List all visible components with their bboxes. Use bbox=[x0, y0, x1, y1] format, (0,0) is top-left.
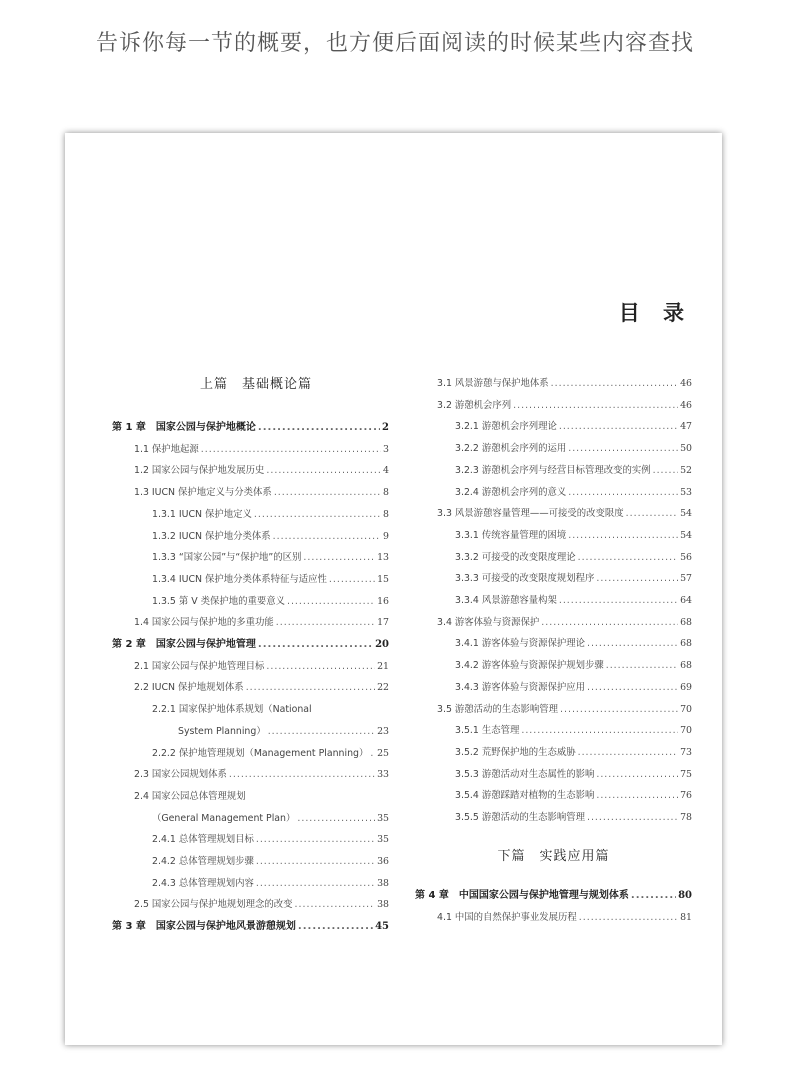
toc-entry-label: 3.3 风景游憩容量管理——可接受的改变限度 bbox=[437, 508, 624, 520]
toc-entry-label: 3.2.2 游憩机会序列的运用 bbox=[455, 443, 567, 455]
toc-entry-label: 第 1 章 国家公园与保护地概论 bbox=[112, 422, 256, 433]
dot-leader bbox=[201, 439, 381, 461]
toc-entry bbox=[415, 742, 692, 764]
toc-entry-label: 1.3.5 第 V 类保护地的重要意义 bbox=[152, 595, 285, 607]
toc-entry-label: 1.2 国家公园与保护地发展历史 bbox=[134, 465, 265, 477]
toc-entry-label: 3.3.1 传统容量管理的困境 bbox=[455, 529, 567, 541]
toc-entry-page: 80 bbox=[678, 890, 692, 901]
toc-entry-label: 第 4 章 中国国家公园与保护地管理与规划体系 bbox=[415, 890, 629, 901]
toc-entry-label: 3.5.4 游憩踩踏对植物的生态影响 bbox=[455, 790, 595, 802]
toc-entry bbox=[112, 894, 389, 916]
toc-entry-page: 75 bbox=[680, 768, 692, 780]
dot-leader bbox=[587, 807, 678, 829]
dot-leader bbox=[268, 721, 375, 743]
toc-entry bbox=[415, 655, 692, 677]
toc-entry-page: 8 bbox=[383, 487, 389, 499]
toc-right-column bbox=[415, 373, 692, 829]
dot-leader bbox=[229, 764, 375, 786]
dot-leader bbox=[653, 460, 678, 482]
toc-entry-label: 2.4.1 总体管理规划目标 bbox=[152, 834, 254, 846]
dot-leader bbox=[596, 764, 678, 786]
toc-entry-page: 68 bbox=[680, 660, 692, 672]
dot-leader bbox=[256, 829, 375, 851]
toc-left-column bbox=[112, 417, 389, 938]
dot-leader bbox=[631, 885, 676, 907]
dot-leader bbox=[579, 907, 678, 929]
toc-entry-page: 53 bbox=[680, 486, 692, 498]
toc-entry bbox=[112, 786, 389, 808]
toc-entry-page: 38 bbox=[377, 899, 389, 911]
toc-entry-page: 70 bbox=[680, 725, 692, 737]
toc-entry-page: 9 bbox=[383, 530, 389, 542]
toc-entry-page: 36 bbox=[377, 856, 389, 868]
toc-entry bbox=[112, 808, 389, 830]
book-page bbox=[65, 133, 722, 1045]
toc-entry-label: 1.1 保护地起源 bbox=[134, 443, 199, 455]
page-caption: 告诉你每一节的概要，也方便后面阅读的时候某些内容查找 bbox=[95, 31, 694, 56]
toc-entry bbox=[415, 677, 692, 699]
dot-leader bbox=[596, 568, 678, 590]
dot-leader bbox=[273, 526, 381, 548]
dot-leader bbox=[258, 417, 380, 439]
part2-title: 下篇 实践应用篇 bbox=[497, 849, 610, 864]
toc-entry bbox=[415, 633, 692, 655]
toc-entry-label: 1.3.4 IUCN 保护地分类体系特征与适应性 bbox=[152, 573, 327, 585]
dot-leader bbox=[256, 851, 375, 873]
dot-leader bbox=[295, 894, 376, 916]
toc-entry bbox=[415, 525, 692, 547]
toc-entry bbox=[415, 482, 692, 504]
toc-entry bbox=[112, 721, 389, 743]
part1-title: 上篇 基础概论篇 bbox=[200, 377, 313, 392]
toc-right-column-part2 bbox=[415, 885, 692, 928]
toc-entry-label: 3.3.4 风景游憩容量构架 bbox=[455, 595, 557, 607]
toc-entry-page: 76 bbox=[680, 790, 692, 802]
toc-entry-page: 68 bbox=[680, 616, 692, 628]
toc-entry-label: 1.4 国家公园与保护地的多重功能 bbox=[134, 617, 274, 629]
dot-leader bbox=[587, 677, 678, 699]
toc-chapter-entry bbox=[112, 634, 389, 656]
dot-leader bbox=[370, 743, 375, 765]
toc-entry bbox=[112, 439, 389, 461]
dot-leader bbox=[559, 416, 678, 438]
dot-leader bbox=[298, 916, 373, 938]
dot-leader bbox=[266, 460, 381, 482]
toc-entry bbox=[415, 503, 692, 525]
dot-leader bbox=[246, 677, 375, 699]
dot-leader bbox=[329, 569, 375, 591]
toc-entry-page: 13 bbox=[377, 552, 389, 564]
toc-entry-page: 8 bbox=[383, 508, 389, 520]
dot-leader bbox=[568, 438, 678, 460]
toc-entry-page: 57 bbox=[680, 573, 692, 585]
toc-entry-page: 25 bbox=[377, 747, 389, 759]
toc-entry-label: 3.5.1 生态管理 bbox=[455, 725, 520, 737]
toc-entry-label: 3.2 游憩机会序列 bbox=[437, 399, 512, 411]
dot-leader bbox=[541, 612, 678, 634]
toc-entry-label: 1.3 IUCN 保护地定义与分类体系 bbox=[134, 487, 272, 499]
toc-entry bbox=[112, 699, 389, 721]
toc-chapter-entry bbox=[415, 885, 692, 907]
toc-entry bbox=[415, 373, 692, 395]
dot-leader bbox=[578, 547, 678, 569]
toc-entry-label: 3.4.1 游客体验与资源保护理论 bbox=[455, 638, 585, 650]
toc-entry-page: 22 bbox=[377, 682, 389, 694]
toc-entry-label: 3.4 游客体验与资源保护 bbox=[437, 616, 540, 628]
toc-chapter-entry bbox=[112, 916, 389, 938]
toc-entry bbox=[112, 656, 389, 678]
toc-entry-page: 70 bbox=[680, 703, 692, 715]
toc-entry-label: 2.1 国家公园与保护地管理目标 bbox=[134, 660, 265, 672]
dot-leader bbox=[560, 699, 678, 721]
toc-entry-page: 68 bbox=[680, 638, 692, 650]
dot-leader bbox=[256, 873, 375, 895]
toc-entry-label: 2.3 国家公园规划体系 bbox=[134, 769, 227, 781]
toc-entry-label: 3.3.2 可接受的改变限度理论 bbox=[455, 551, 576, 563]
toc-entry-label: 3.4.3 游客体验与资源保护应用 bbox=[455, 681, 585, 693]
dot-leader bbox=[568, 525, 678, 547]
dot-leader bbox=[606, 655, 678, 677]
toc-entry bbox=[112, 612, 389, 634]
toc-entry-label: 3.2.1 游憩机会序列理论 bbox=[455, 421, 557, 433]
toc-entry-label: 3.2.3 游憩机会序列与经营目标管理改变的实例 bbox=[455, 464, 651, 476]
toc-entry-page: 16 bbox=[377, 595, 389, 607]
toc-entry bbox=[112, 504, 389, 526]
toc-entry bbox=[415, 807, 692, 829]
toc-entry-page: 54 bbox=[680, 508, 692, 520]
dot-leader bbox=[258, 634, 373, 656]
toc-entry bbox=[415, 416, 692, 438]
toc-entry-page: 17 bbox=[377, 617, 389, 629]
dot-leader bbox=[521, 720, 678, 742]
toc-entry-page: 69 bbox=[680, 681, 692, 693]
dot-leader bbox=[266, 656, 375, 678]
toc-entry-page: 15 bbox=[377, 573, 389, 585]
dot-leader bbox=[578, 742, 678, 764]
toc-entry-label: 3.5.3 游憩活动对生态属性的影响 bbox=[455, 768, 595, 780]
toc-entry-page: 46 bbox=[680, 399, 692, 411]
toc-entry-label: 3.1 风景游憩与保护地体系 bbox=[437, 378, 549, 389]
toc-title: 目 录 bbox=[618, 301, 692, 325]
toc-entry bbox=[415, 612, 692, 634]
toc-entry bbox=[112, 743, 389, 765]
toc-entry-page: 64 bbox=[680, 595, 692, 607]
toc-entry-label: 3.5.2 荒野保护地的生态威胁 bbox=[455, 746, 576, 758]
toc-entry-page: 73 bbox=[680, 746, 692, 758]
toc-entry bbox=[112, 526, 389, 548]
toc-entry-label: 3.2.4 游憩机会序列的意义 bbox=[455, 486, 567, 498]
dot-leader bbox=[303, 547, 375, 569]
dot-leader bbox=[513, 395, 678, 417]
toc-entry-label: 第 2 章 国家公园与保护地管理 bbox=[112, 639, 256, 651]
toc-entry bbox=[415, 764, 692, 786]
toc-entry bbox=[415, 590, 692, 612]
toc-entry bbox=[415, 438, 692, 460]
dot-leader bbox=[626, 503, 678, 525]
toc-entry bbox=[415, 568, 692, 590]
toc-entry-label: 2.4.3 总体管理规划内容 bbox=[152, 877, 254, 889]
toc-entry bbox=[112, 547, 389, 569]
toc-entry-page: 3 bbox=[383, 443, 389, 455]
toc-entry-label: 1.3.3 “国家公园”与“保护地”的区别 bbox=[152, 552, 302, 564]
toc-entry bbox=[112, 829, 389, 851]
dot-leader bbox=[596, 785, 678, 807]
toc-entry bbox=[112, 591, 389, 613]
toc-entry-page: 4 bbox=[383, 465, 389, 477]
toc-entry bbox=[112, 460, 389, 482]
toc-entry-page: 23 bbox=[377, 725, 389, 737]
toc-entry bbox=[415, 907, 692, 929]
toc-entry-label: 第 3 章 国家公园与保护地风景游憩规划 bbox=[112, 921, 296, 933]
toc-entry-label: 1.3.1 IUCN 保护地定义 bbox=[152, 508, 252, 520]
toc-entry-page: 56 bbox=[680, 551, 692, 563]
toc-entry-label: 3.3.3 可接受的改变限度规划程序 bbox=[455, 573, 595, 585]
toc-entry-label: 4.1 中国的自然保护事业发展历程 bbox=[437, 911, 577, 923]
toc-entry bbox=[112, 851, 389, 873]
toc-entry-page: 45 bbox=[375, 921, 389, 933]
toc-entry-label: 2.4.2 总体管理规划步骤 bbox=[152, 856, 254, 868]
toc-entry-page: 54 bbox=[680, 529, 692, 541]
toc-entry bbox=[112, 873, 389, 895]
dot-leader bbox=[587, 633, 678, 655]
toc-entry-page: 33 bbox=[377, 769, 389, 781]
dot-leader bbox=[274, 482, 381, 504]
toc-entry bbox=[112, 764, 389, 786]
dot-leader bbox=[559, 590, 678, 612]
dot-leader bbox=[276, 612, 375, 634]
dot-leader bbox=[287, 591, 375, 613]
toc-entry-page: 52 bbox=[680, 464, 692, 476]
toc-chapter-entry bbox=[112, 417, 389, 439]
toc-entry bbox=[415, 547, 692, 569]
dot-leader bbox=[254, 504, 381, 526]
dot-leader bbox=[297, 808, 375, 830]
toc-entry bbox=[415, 720, 692, 742]
toc-entry-label: 2.2 IUCN 保护地规划体系 bbox=[134, 682, 244, 694]
toc-entry-page: 2 bbox=[382, 422, 389, 433]
toc-entry-page: 81 bbox=[680, 911, 692, 923]
toc-entry-label: 1.3.2 IUCN 保护地分类体系 bbox=[152, 530, 271, 542]
toc-entry-page: 35 bbox=[377, 834, 389, 846]
toc-entry-page: 35 bbox=[377, 812, 389, 824]
toc-entry bbox=[112, 569, 389, 591]
toc-entry-page: 47 bbox=[680, 421, 692, 433]
toc-entry-page: 21 bbox=[377, 660, 389, 672]
toc-entry bbox=[415, 785, 692, 807]
toc-entry bbox=[415, 699, 692, 721]
toc-entry-label: System Planning） bbox=[178, 725, 266, 737]
toc-entry-label: 2.4 国家公园总体管理规划 bbox=[134, 790, 246, 802]
toc-entry bbox=[415, 460, 692, 482]
toc-entry-page: 38 bbox=[377, 877, 389, 889]
toc-entry-label: 2.2.2 保护地管理规划（Management Planning） bbox=[152, 747, 369, 759]
toc-entry bbox=[112, 677, 389, 699]
toc-entry-label: 3.5 游憩活动的生态影响管理 bbox=[437, 703, 559, 715]
dot-leader bbox=[551, 373, 678, 395]
toc-entry-page: 46 bbox=[680, 378, 692, 389]
toc-entry-label: （General Management Plan） bbox=[152, 812, 296, 824]
toc-entry-page: 78 bbox=[680, 812, 692, 824]
toc-entry-page: 50 bbox=[680, 443, 692, 455]
toc-entry-label: 3.4.2 游客体验与资源保护规划步骤 bbox=[455, 660, 604, 672]
toc-entry bbox=[415, 395, 692, 417]
toc-entry bbox=[112, 482, 389, 504]
toc-entry-label: 3.5.5 游憩活动的生态影响管理 bbox=[455, 812, 585, 824]
dot-leader bbox=[568, 482, 678, 504]
toc-entry-page: 20 bbox=[375, 639, 389, 651]
toc-entry-label: 2.5 国家公园与保护地规划理念的改变 bbox=[134, 899, 293, 911]
toc-entry-label: 2.2.1 国家保护地体系规划（National bbox=[152, 704, 312, 716]
